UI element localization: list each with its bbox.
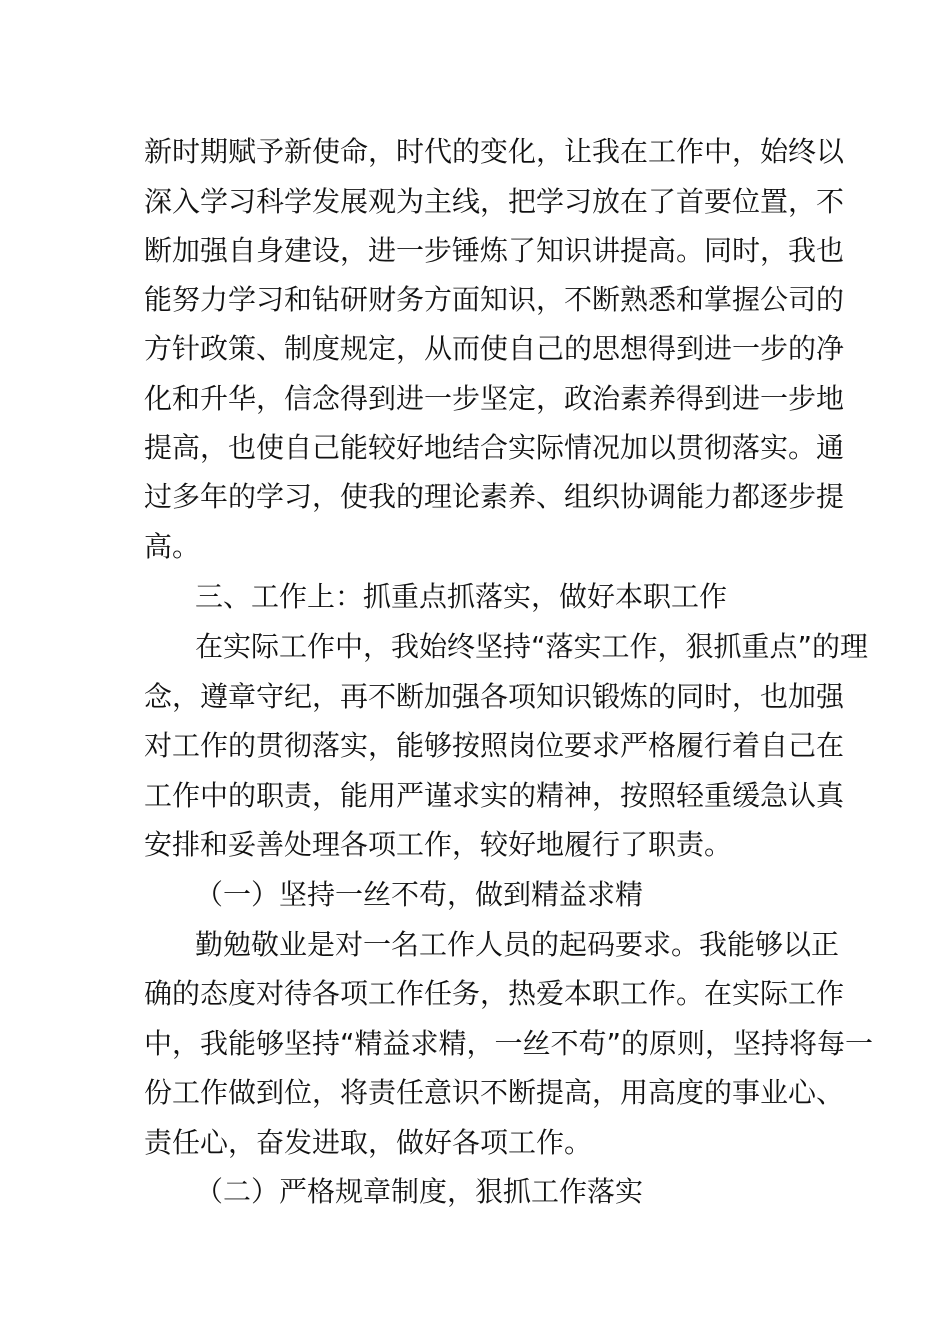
body-text-line: 确的态度对待各项工作任务，热爱本职工作。在实际工作 <box>144 977 845 1010</box>
body-text-line: 方针政策、制度规定，从而使自己的思想得到进一步的净 <box>144 332 845 365</box>
body-text-line: 工作中的职责，能用严谨求实的精神，按照轻重缓急认真 <box>144 779 845 812</box>
subsection-heading: （二）严格规章制度，狠抓工作落实 <box>195 1175 644 1208</box>
body-text-line: 份工作做到位，将责任意识不断提高，用高度的事业心、 <box>144 1076 845 1109</box>
body-text-line: 断加强自身建设，进一步锤炼了知识讲提高。同时，我也 <box>144 234 845 267</box>
body-text-line: 新时期赋予新使命，时代的变化，让我在工作中，始终以 <box>144 135 845 168</box>
subsection-heading: （一）坚持一丝不苟，做到精益求精 <box>195 878 644 911</box>
section-heading: 三、工作上：抓重点抓落实，做好本职工作 <box>195 580 728 613</box>
body-text-line: 提高，也使自己能较好地结合实际情况加以贯彻落实。通 <box>144 431 845 464</box>
paragraph-first-line: 勤勉敬业是对一名工作人员的起码要求。我能够以正 <box>195 928 840 961</box>
body-text-line: 中，我能够坚持“精益求精，一丝不苟”的原则，坚持将每一 <box>144 1027 874 1060</box>
body-text-line: 高。 <box>144 530 201 563</box>
body-text-line: 责任心，奋发进取，做好各项工作。 <box>144 1126 593 1159</box>
body-text-line: 过多年的学习，使我的理论素养、组织协调能力都逐步提 <box>144 480 845 513</box>
body-text-line: 对工作的贯彻落实，能够按照岗位要求严格履行着自己在 <box>144 729 845 762</box>
body-text-line: 能努力学习和钻研财务方面知识，不断熟悉和掌握公司的 <box>144 283 845 316</box>
body-text-line: 深入学习科学发展观为主线，把学习放在了首要位置，不 <box>144 185 845 218</box>
paragraph-first-line: 在实际工作中，我始终坚持“落实工作，狠抓重点”的理 <box>195 630 869 663</box>
body-text-line: 念，遵章守纪，再不断加强各项知识锻炼的同时，也加强 <box>144 680 845 713</box>
body-text-line: 安排和妥善处理各项工作，较好地履行了职责。 <box>144 828 733 861</box>
body-text-line: 化和升华，信念得到进一步坚定，政治素养得到进一步地 <box>144 382 845 415</box>
